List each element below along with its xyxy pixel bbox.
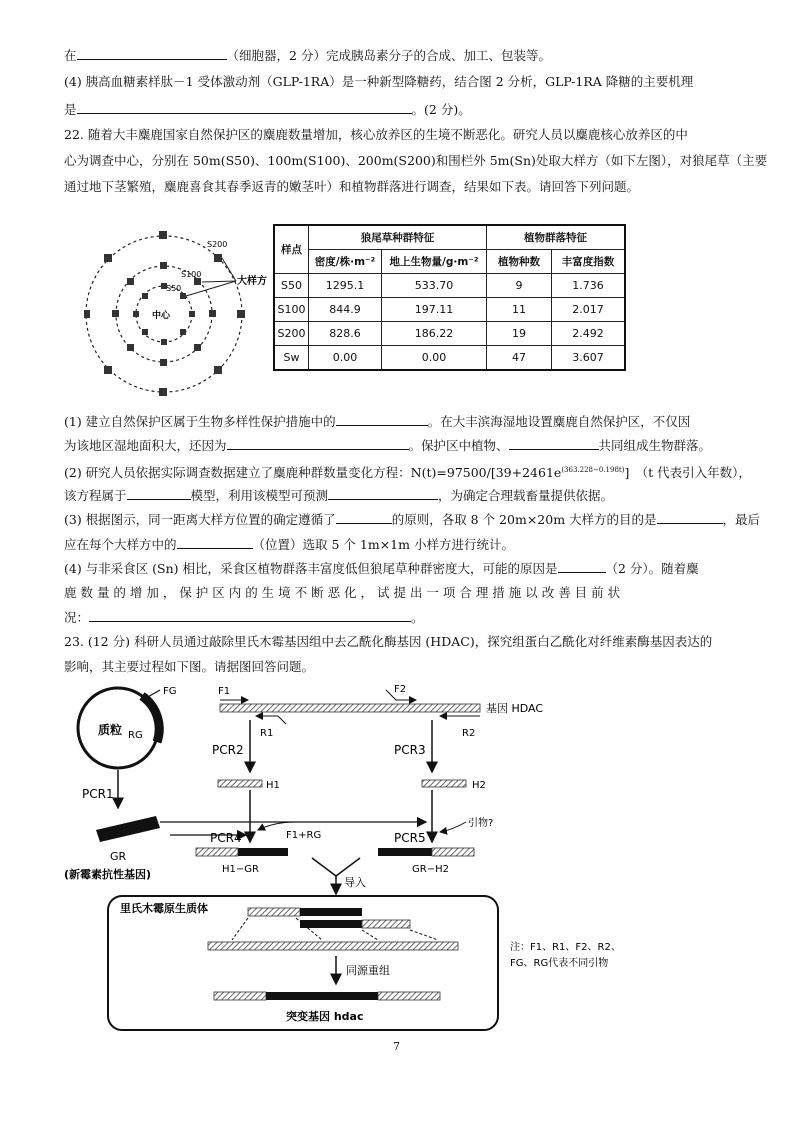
header-species: 植物种数 bbox=[487, 250, 552, 274]
q22-4-line-3: 况： 。 bbox=[64, 610, 424, 625]
primer-rg: RG bbox=[128, 730, 143, 741]
pcr1-label: PCR1 bbox=[82, 787, 114, 801]
answer-blank[interactable] bbox=[558, 560, 606, 573]
primer-unknown: 引物? bbox=[468, 818, 494, 829]
plasmid-label: 质粒 bbox=[98, 723, 123, 737]
q22-line-3: 通过地下茎繁殖，麋鹿喜食其春季返青的嫩茎叶）和植物群落进行调查，结果如下表。请回答下列问题。 bbox=[64, 179, 640, 194]
s200-label: S200 bbox=[207, 240, 228, 249]
sampling-diagram bbox=[84, 218, 274, 398]
primer-f2: F2 bbox=[394, 684, 407, 695]
q23-line-1: 23. (12 分) 科研人员通过敲除里氏木霉基因组中去乙酰化酶基因 (HDAC)，探究组蛋白乙酰化对纤维素酶基因表达的 bbox=[64, 634, 713, 649]
primer-r1: R1 bbox=[260, 728, 274, 739]
answer-blank[interactable] bbox=[77, 101, 412, 114]
answer-blank[interactable] bbox=[127, 487, 191, 500]
center-label: 中心 bbox=[152, 311, 171, 321]
q22-4-line-1: (4) 与非采食区 (Sn) 相比，采食区植物群落丰富度低但狼尾草种群密度大，可能的原因是 （2 分）。随着麋 bbox=[64, 561, 699, 576]
mutant-label: 突变基因 hdac bbox=[286, 1010, 364, 1023]
primer-f1: F1 bbox=[218, 686, 231, 697]
answer-blank[interactable] bbox=[328, 487, 438, 500]
pcr2-label: PCR2 bbox=[212, 743, 244, 757]
answer-blank[interactable] bbox=[336, 413, 428, 426]
import-label: 导入 bbox=[344, 876, 366, 889]
answer-blank[interactable] bbox=[177, 536, 253, 549]
grh2-label: GR−H2 bbox=[412, 864, 449, 875]
header-group1: 狼尾草种群特征 bbox=[309, 225, 487, 250]
s100-label: S100 bbox=[181, 270, 202, 279]
answer-blank[interactable] bbox=[336, 511, 392, 524]
q22-1-line-1: (1) 建立自然保护区属于生物多样性保护措施中的 。在大丰滨海湿地设置麋鹿自然保护区，不仅因 bbox=[64, 414, 691, 429]
answer-blank[interactable] bbox=[227, 437, 409, 450]
knockout-process-diagram bbox=[60, 680, 740, 1035]
q22-2-line-2: 该方程属于 模型，利用该模型可预测 ，为确定合理载畜量提供依据。 bbox=[64, 488, 614, 503]
pcr5-label: PCR5 bbox=[394, 831, 426, 845]
h1-label: H1 bbox=[266, 780, 280, 791]
table-row: S200 828.6 186.22 19 2.492 bbox=[274, 322, 625, 346]
header-biomass: 地上生物量/g·m⁻² bbox=[382, 250, 487, 274]
table-row: S100 844.9 197.11 11 2.017 bbox=[274, 298, 625, 322]
table-row: Sw 0.00 0.00 47 3.607 bbox=[274, 346, 625, 371]
h1gr-label: H1−GR bbox=[222, 864, 259, 875]
q22-line-2: 心为调查中心，分别在 50m(S50)、100m(S100)、200m(S200)和围栏外 5m(Sn)处取大样方（如下左图），对狼尾草（主要 bbox=[64, 153, 768, 168]
s50-label: S50 bbox=[166, 284, 182, 293]
big-plot-label: 大样方 bbox=[237, 276, 267, 287]
header-sample: 样点 bbox=[274, 225, 309, 274]
primer-r2: R2 bbox=[462, 728, 476, 739]
q22-line-1: 22. 随着大丰麋鹿国家自然保护区的麋鹿数量增加，核心放养区的生境不断恶化。研究人员以麋鹿核心放养区的中 bbox=[64, 127, 688, 142]
page-number: 7 bbox=[393, 1040, 400, 1053]
answer-blank[interactable] bbox=[89, 609, 411, 622]
cell-label: 里氏木霉原生质体 bbox=[120, 902, 208, 915]
answer-blank[interactable] bbox=[509, 437, 599, 450]
q22-4-line-2: 鹿 数 量 的 增 加 ， 保 护 区 内 的 生 境 不 断 恶 化 ， 试 提 出 一 项 合 理 措 施 以 改 善 目 前 状 bbox=[64, 585, 621, 600]
line-2: (4) 胰高血糖素样肽－1 受体激动剂（GLP-1RA）是一种新型降糖药，结合图 2 分析，GLP-1RA 降糖的主要机理 bbox=[64, 74, 694, 89]
answer-blank[interactable] bbox=[657, 511, 723, 524]
header-richness: 丰富度指数 bbox=[552, 250, 626, 274]
primer-fg: FG bbox=[163, 686, 177, 697]
gr-label: GR bbox=[110, 850, 127, 863]
pcr3-label: PCR3 bbox=[394, 743, 426, 757]
q22-3-line-1: (3) 根据图示，同一距离大样方位置的确定遵循了 的原则，各取 8 个 20m×20m 大样方的目的是 ，最后 bbox=[64, 512, 761, 527]
gene-hdac-label: 基因 HDAC bbox=[486, 702, 544, 715]
gr-desc: (新霉素抗性基因) bbox=[64, 868, 152, 881]
line-3: 是 。(2 分)。 bbox=[64, 102, 471, 117]
note-line-2: FG、RG代表不同引物 bbox=[510, 958, 609, 969]
q22-1-line-2: 为该地区湿地面积大，还因为 。保护区中植物、 共同组成生物群落。 bbox=[64, 438, 712, 453]
note-line-1: 注：F1、R1、F2、R2、 bbox=[510, 942, 621, 953]
answer-blank[interactable] bbox=[77, 47, 227, 60]
line-1: 在 （细胞器，2 分）完成胰岛素分子的合成、加工、包装等。 bbox=[64, 48, 551, 63]
table-row: S50 1295.1 533.70 9 1.736 bbox=[274, 274, 625, 298]
header-density: 密度/株·m⁻² bbox=[309, 250, 382, 274]
h2-label: H2 bbox=[472, 780, 486, 791]
q23-line-2: 影响，其主要过程如下图。请据图回答问题。 bbox=[64, 659, 315, 674]
header-group2: 植物群落特征 bbox=[487, 225, 626, 250]
survey-table bbox=[273, 224, 626, 371]
q22-3-line-2: 应在每个大样方中的 （位置）选取 5 个 1m×1m 小样方进行统计。 bbox=[64, 537, 514, 552]
primer-f1rg: F1+RG bbox=[286, 830, 322, 841]
q22-2-line-1: (2) 研究人员依据实际调查数据建立了麋鹿种群数量变化方程：$N(t)=97500/[39+2461e^{(363.228-0.198t)}]$ （t 代表引入年数）， bbox=[64, 465, 751, 481]
pcr4-label: PCR4 bbox=[210, 831, 242, 845]
recombination-label: 同源重组 bbox=[346, 964, 390, 977]
